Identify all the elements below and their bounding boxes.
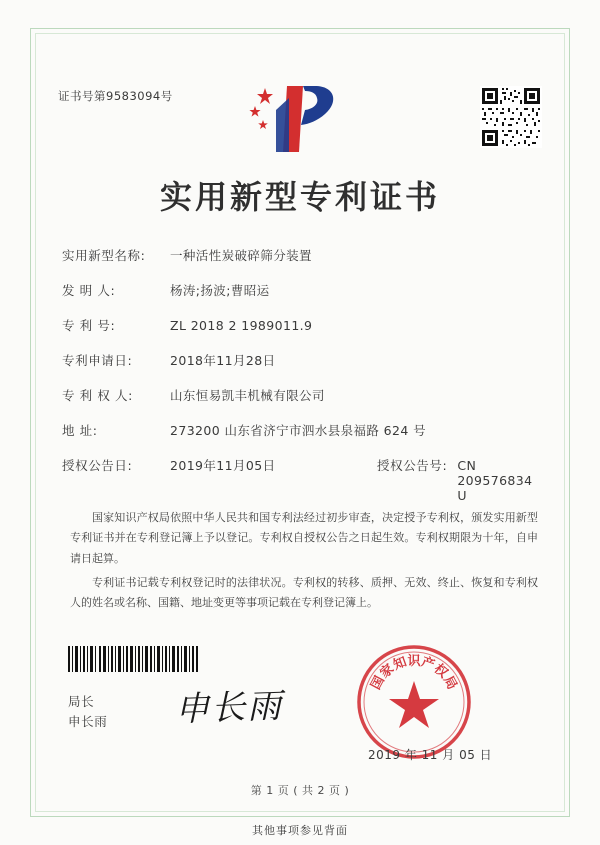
field-row (62, 318, 542, 333)
field-value: ZL 2018 2 1989011.9 (170, 318, 313, 333)
grant-number-value: CN 209576834 U (457, 458, 533, 503)
fields-list (62, 248, 542, 523)
director-title: 局长 (68, 694, 95, 709)
grant-date-label: 授权公告日: (62, 458, 133, 473)
official-seal-icon (355, 643, 473, 761)
grant-date-value: 2019年11月05日 (170, 458, 276, 473)
qr-code-icon (480, 86, 542, 148)
svg-text:家: 家 (377, 661, 398, 682)
cnipa-logo-icon (243, 80, 343, 158)
field-value: 山东恒易凯丰机械有限公司 (170, 388, 325, 403)
field-label: 专利申请日: (62, 353, 133, 368)
director-name: 申长雨 (68, 714, 108, 729)
legal-paragraph: 专利证书记载专利权登记时的法律状况。专利权的转移、质押、无效、终止、恢复和专利权人的姓名或名称、国籍、地址变更等事项记载在专利登记簿上。 (70, 576, 538, 610)
field-row (62, 248, 542, 263)
legal-paragraph: 国家知识产权局依照中华人民共和国专利法经过初步审查，决定授予专利权，颁发实用新型专利证书并在专利登记簿上予以登记。专利权自授权公告之日起生效。专利权期限为十年，自申请日起算。 (70, 511, 538, 565)
svg-text:国: 国 (368, 673, 388, 693)
svg-text:识: 识 (407, 654, 421, 669)
field-label: 实用新型名称: (62, 248, 146, 263)
field-row (62, 423, 542, 438)
field-label: 专 利 号: (62, 318, 116, 333)
svg-text:局: 局 (440, 673, 460, 693)
field-value: 一种活性炭破碎筛分装置 (170, 248, 312, 263)
field-value: 2018年11月28日 (170, 353, 276, 368)
seal-date: 2019 年 11 月 05 日 (368, 748, 493, 762)
director-block (68, 692, 107, 732)
page-number: 第 1 页 ( 共 2 页 ) (250, 784, 350, 797)
field-row (62, 353, 542, 368)
certificate-number: 证书号第9583094号 (58, 89, 173, 103)
field-row (62, 283, 542, 298)
field-value: 273200 山东省济宁市泗水县泉福路 624 号 (170, 423, 426, 438)
svg-text:产: 产 (419, 654, 437, 674)
grant-announcement-row (62, 458, 542, 503)
svg-text:权: 权 (430, 661, 451, 682)
page-title: 实用新型专利证书 (159, 178, 440, 216)
field-label: 专 利 权 人: (62, 388, 133, 403)
barcode-icon (68, 646, 198, 672)
svg-text:知: 知 (391, 654, 409, 674)
handwritten-signature: 申长雨 (174, 686, 284, 730)
legal-text-block (70, 508, 538, 618)
field-label: 地 址: (62, 423, 98, 438)
field-row (62, 388, 542, 403)
field-label: 发 明 人: (62, 283, 116, 298)
footer-note: 其他事项参见背面 (252, 824, 348, 837)
grant-number-label: 授权公告号: (377, 458, 448, 473)
field-value: 杨涛;扬波;曹昭运 (170, 283, 270, 298)
